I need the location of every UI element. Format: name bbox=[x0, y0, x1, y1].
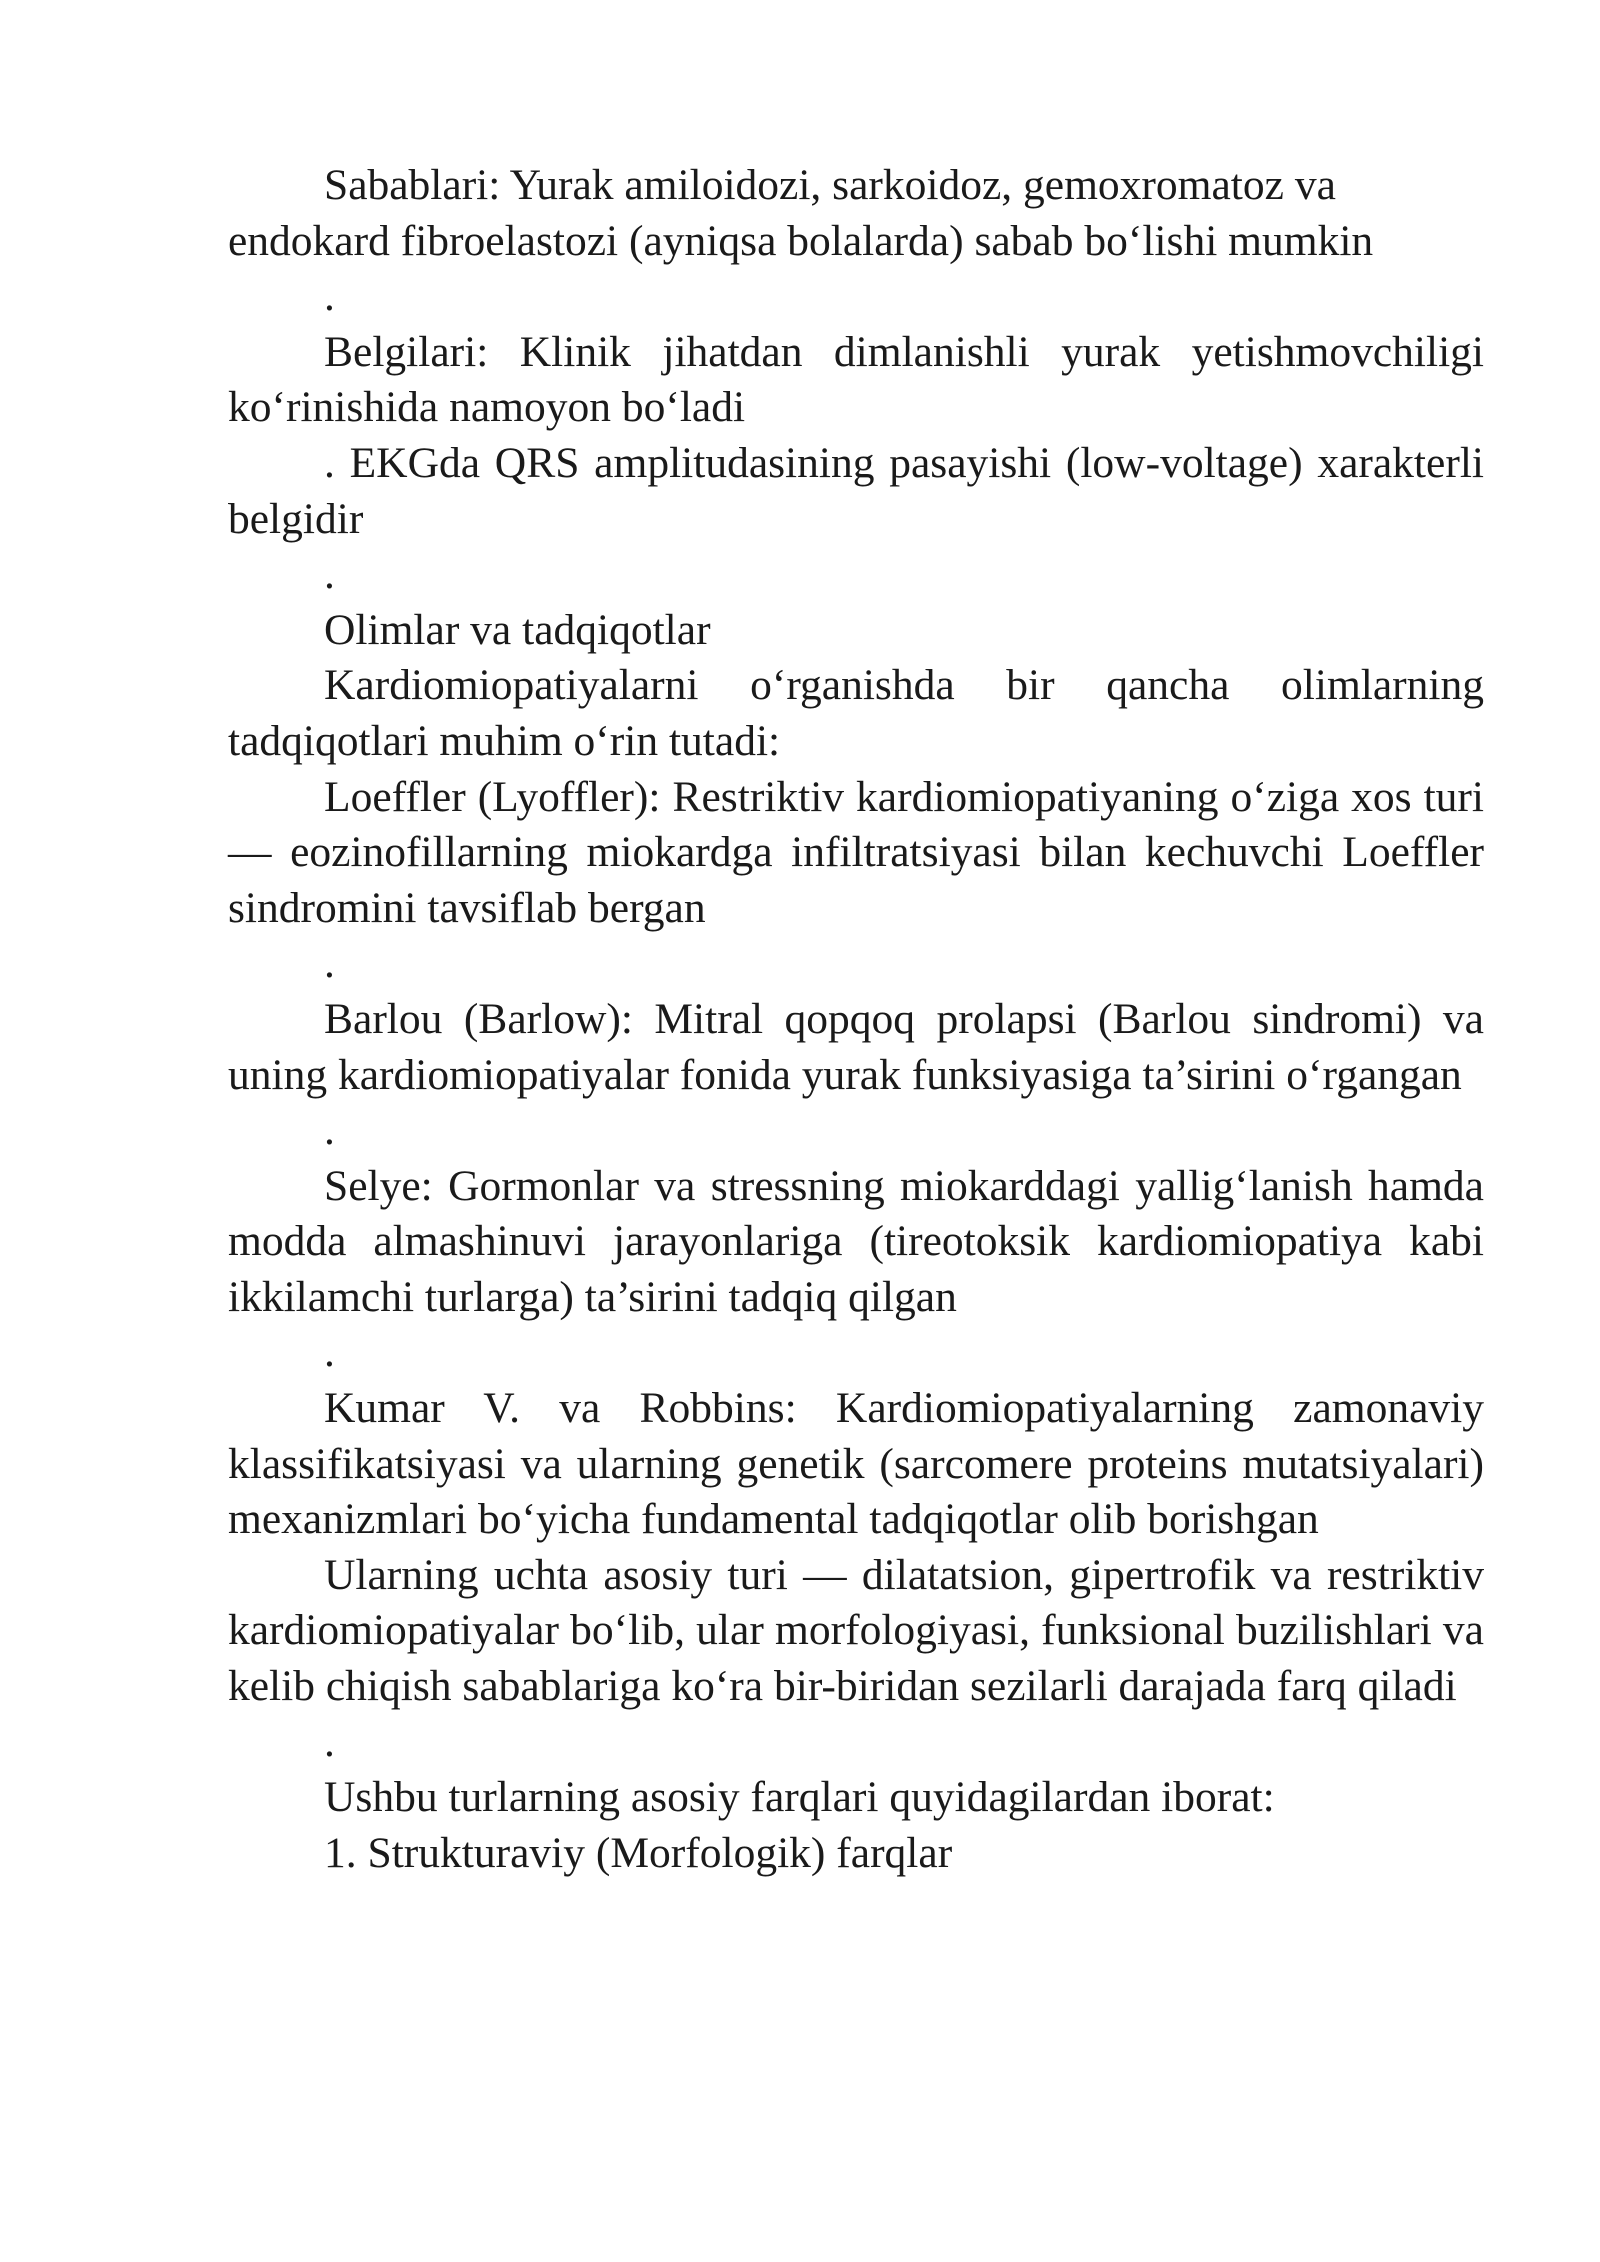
paragraph-loeffler: Loeffler (Lyoffler): Restriktiv kardiomiopatiyaning o‘ziga xos turi — eozinofillarning miokardga infiltratsiyasi bilan kechuvchi Loeffler sindromini tavsiflab bergan bbox=[228, 772, 1484, 932]
paragraph-period: . bbox=[324, 272, 335, 321]
paragraph-intro: Kardiomiopatiyalarni o‘rganishda bir qancha olimlarning tadqiqotlari muhim o‘rin tutadi: bbox=[228, 661, 1484, 765]
list-item-structural: 1. Strukturaviy (Morfologik) farqlar bbox=[324, 1828, 953, 1877]
paragraph-kumar-robbins: Kumar V. va Robbins: Kardiomiopatiyalarning zamonaviy klassifikatsiyasi va ularning genetik (sarcomere proteins mutatsiyalari) mexanizmlari bo‘yicha fundamental tadqiqotlar olib borishgan bbox=[228, 1384, 1484, 1544]
paragraph-ekg: . EKGda QRS amplitudasining pasayishi (low-voltage) xarakterli belgidir bbox=[228, 438, 1484, 543]
paragraph-differences-intro: Ushbu turlarning asosiy farqlari quyidagilardan iborat: bbox=[324, 1773, 1275, 1822]
paragraph-period: . bbox=[324, 1717, 335, 1766]
paragraph-selye: Selye: Gormonlar va stressning miokarddagi yallig‘lanish hamda modda almashinuvi jarayonlariga (tireotoksik kardiomiopatiya kabi ikkilamchi turlarga) ta’sirini tadqiq qilgan bbox=[228, 1161, 1484, 1321]
paragraph-period: . bbox=[324, 550, 335, 599]
paragraph-types: Ularning uchta asosiy turi — dilatatsion, gipertrofik va restriktiv kardiomiopatiyalar bo‘lib, ular morfologiyasi, funksional buzilishlari va kelib chiqish sabablariga ko‘ra bir-biridan sezilarli darajada farq qiladi bbox=[228, 1550, 1484, 1711]
document-page bbox=[228, 158, 1484, 1881]
paragraph-period: . bbox=[324, 939, 335, 988]
paragraph-period: . bbox=[324, 1328, 335, 1377]
paragraph-period: . bbox=[324, 1106, 335, 1155]
paragraph-barlou: Barlou (Barlow): Mitral qopqoq prolapsi (Barlou sindromi) va uning kardiomiopatiyalar fonida yurak funksiyasiga ta’sirini o‘rgangan bbox=[228, 994, 1484, 1099]
paragraph-sabablari: Sabablari: Yurak amiloidozi, sarkoidoz, gemoxromatoz va endokard fibroelastozi (ayniqsa bolalarda) sabab bo‘lishi mumkin bbox=[228, 161, 1374, 265]
paragraph-belgilari: Belgilari: Klinik jihatdan dimlanishli yurak yetishmovchiligi ko‘rinishida namoyon bo‘ladi bbox=[228, 327, 1484, 432]
section-heading-olimlar: Olimlar va tadqiqotlar bbox=[324, 605, 711, 654]
